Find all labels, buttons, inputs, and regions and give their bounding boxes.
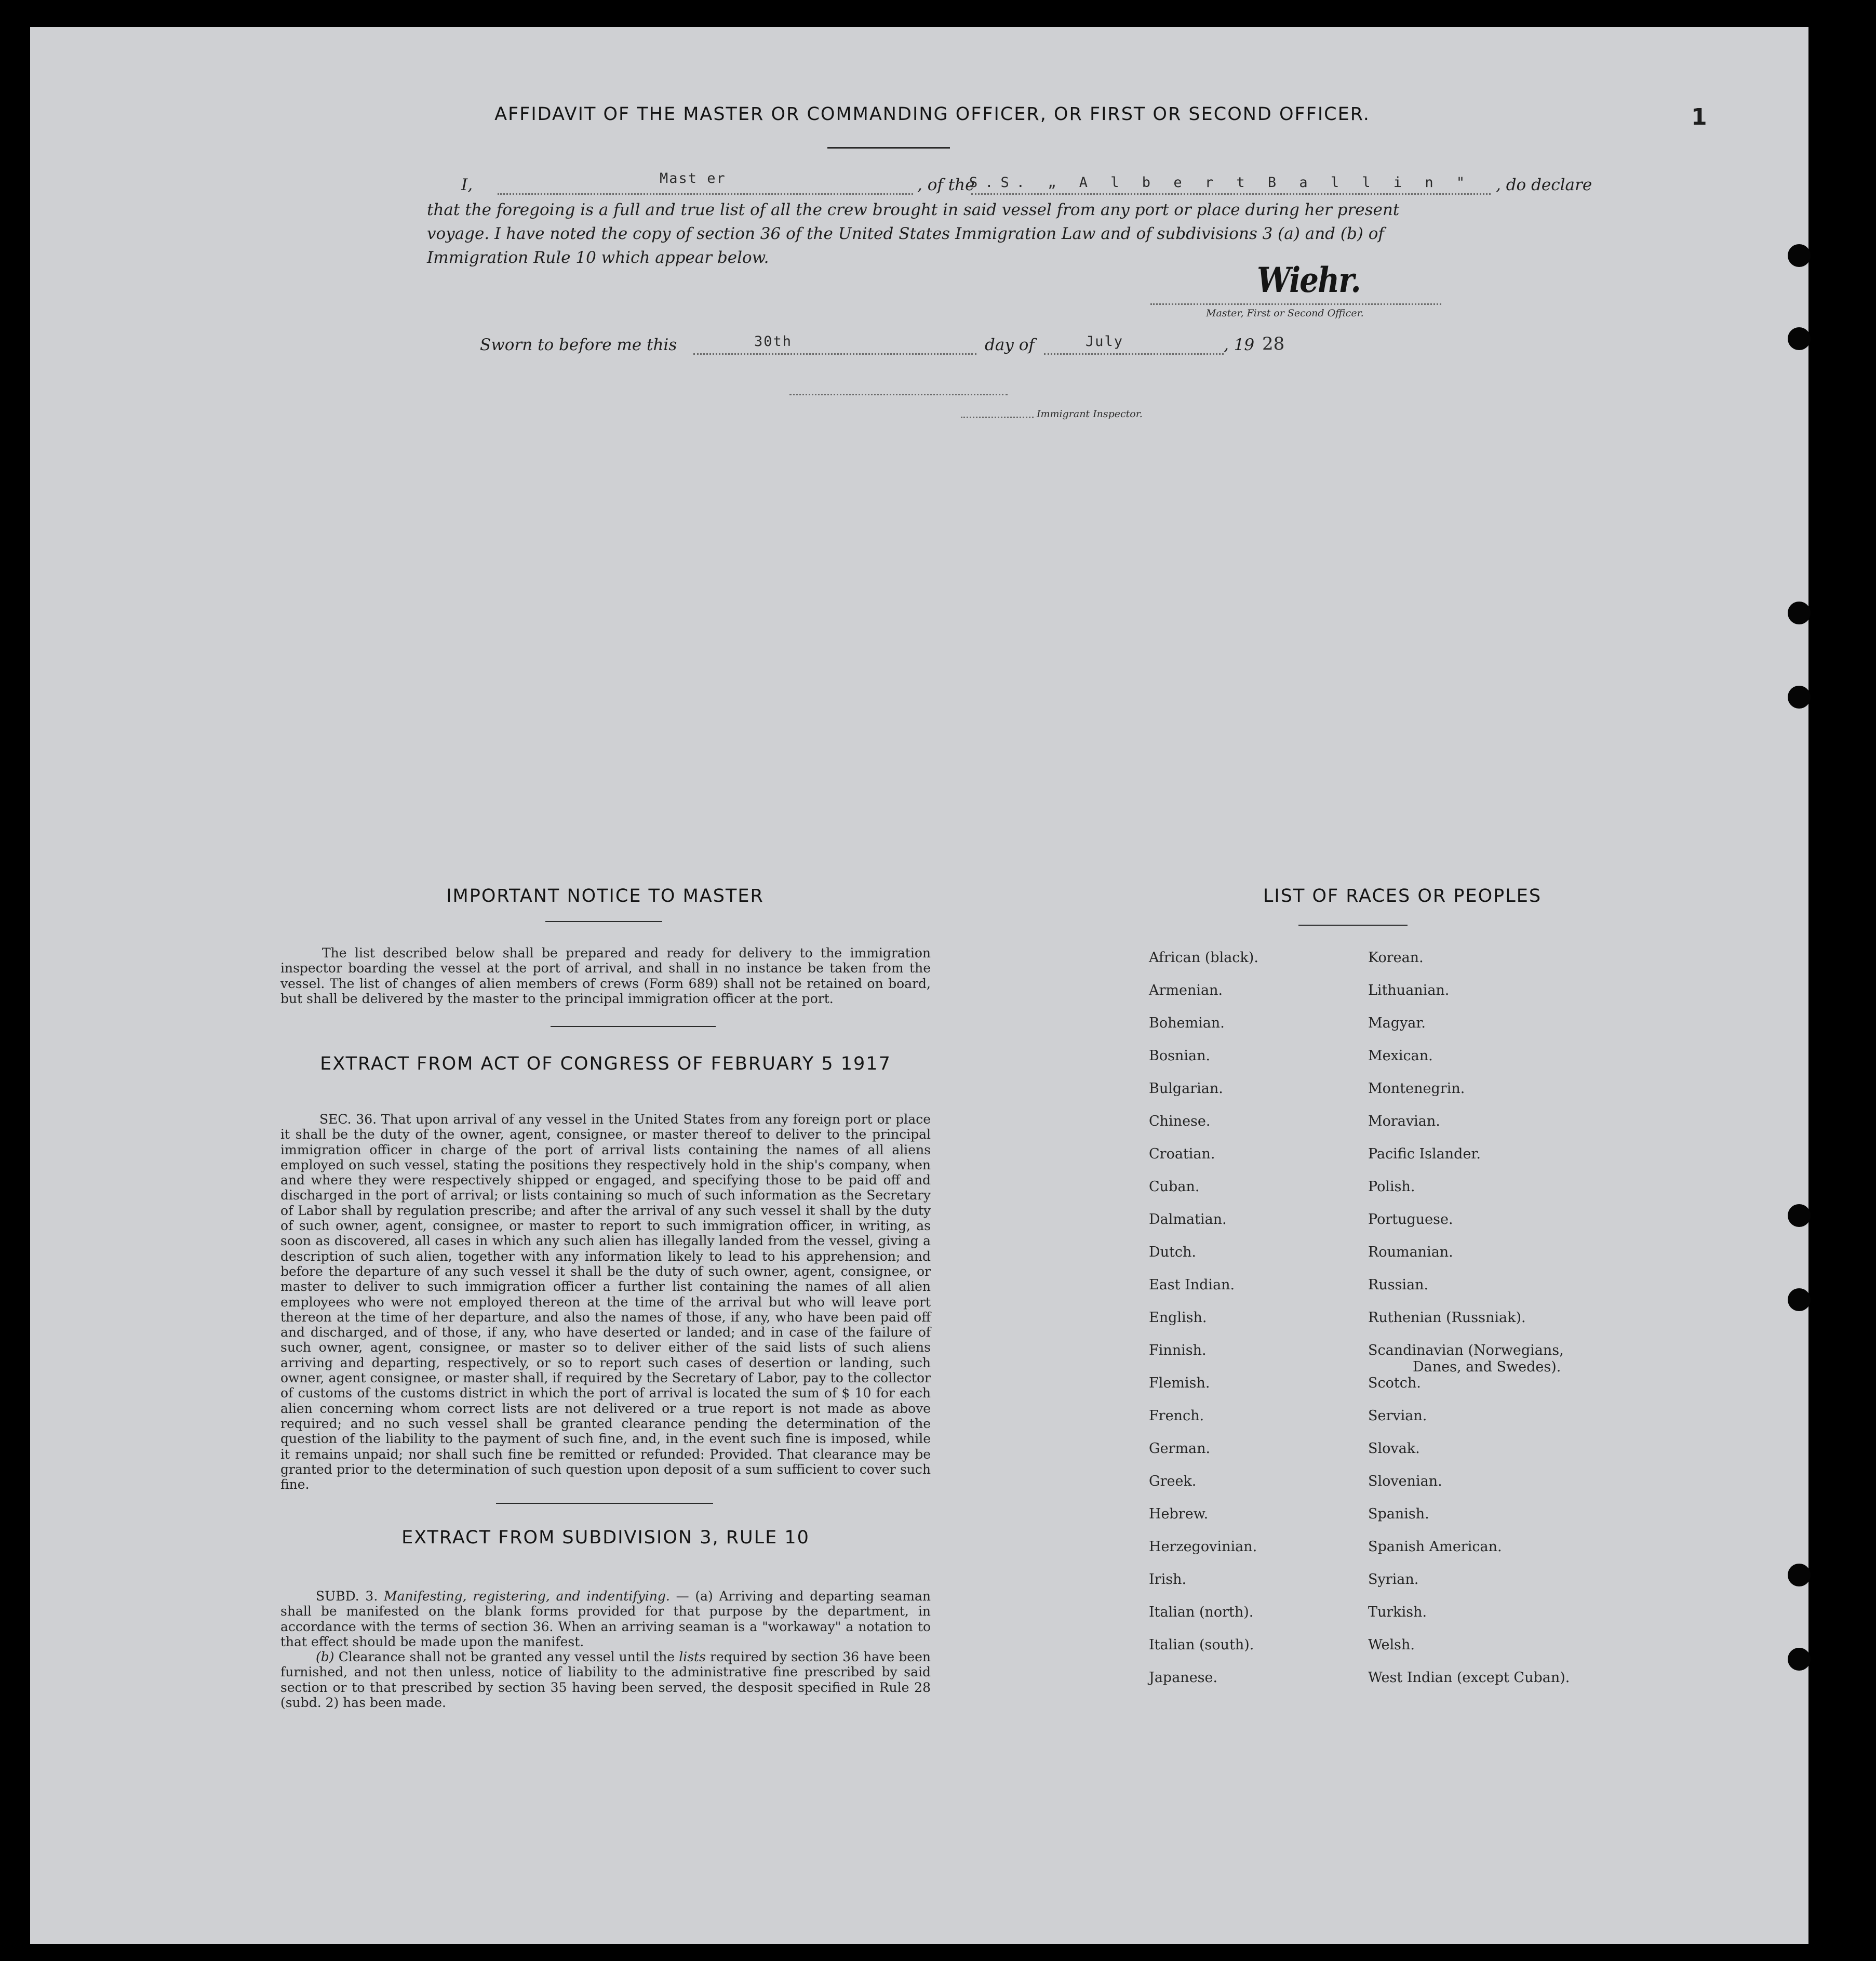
affidavit-title: AFFIDAVIT OF THE MASTER OR COMMANDING OFFICER, OR FIRST OR SECOND OFFICER. bbox=[494, 104, 1370, 125]
race-item: Turkish. bbox=[1368, 1604, 1427, 1620]
race-item: African (black). bbox=[1149, 950, 1258, 966]
race-item: French. bbox=[1149, 1408, 1204, 1424]
master-signature: Wiehr. bbox=[1257, 259, 1360, 301]
race-item: Lithuanian. bbox=[1368, 982, 1450, 998]
para-b-label: (b) bbox=[316, 1649, 334, 1664]
extract-rule-title: EXTRACT FROM SUBDIVISION 3, RULE 10 bbox=[401, 1527, 810, 1548]
race-item: Moravian. bbox=[1368, 1113, 1440, 1129]
race-item: Mexican. bbox=[1368, 1048, 1433, 1064]
sworn-day: 30th bbox=[754, 333, 793, 350]
affidavit-line4: Immigration Rule 10 which appear below. bbox=[427, 248, 769, 267]
section-divider-2 bbox=[496, 1503, 713, 1504]
section-divider bbox=[551, 1026, 716, 1027]
race-item: Syrian. bbox=[1368, 1571, 1419, 1588]
race-item: Spanish American. bbox=[1368, 1539, 1502, 1555]
sworn-day-line bbox=[693, 353, 976, 355]
race-item: Slovak. bbox=[1368, 1440, 1420, 1457]
race-item: Polish. bbox=[1368, 1179, 1415, 1195]
race-item: Ruthenian (Russniak). bbox=[1368, 1310, 1526, 1326]
notice-divider bbox=[545, 921, 662, 922]
sworn-month: July bbox=[1086, 333, 1124, 350]
rank-line bbox=[498, 193, 913, 195]
sec36-text: SEC. 36. That upon arrival of any vessel in the United States from any foreign port or place it shall be the duty of the owner, agent, consignee, or master thereof to deliver to the principal immigration officer in charge of the port of arrival lists containing the names of all aliens employed on such vessel, stating the positions they respectively hold in the ship's company, when and where they were respectively shipped or engaged, and specifying those to be paid off and discharged in the port of arrival; or lists containing so much of such information as the Secretary of Labor shall by regulation prescribe; and after the arrival of any such vessel it shall by the duty of such owner, agent, consignee, or master to report to such immigration officer, in writing, as soon as discovered, all cases in which any such alien has illegally landed from the vessel, giving a description of such alien, together with any information likely to lead to his apprehension; and before the departure of any such vessel it shall be the duty of such owner, agent, consignee, or master to deliver to such immigration officer a further list containing the names of all alien employees who were not employed thereon at the time of the arrival but who will leave port thereon at the time of her departure, and also the names of those, if any, who have been paid off and discharged, and of those, if any, who have deserted or landed; and in case of the failure of such owner, agent, consignee, or master so to deliver either of the said lists of such aliens arriving and departing, respectively, or so to report such cases of desertion or landing, such owner, agent consignee, or master shall, if required by the Secretary of Labor, pay to the collector of customs of the customs district in which the port of arrival is located the sum of $ 10 for each alien concerning whom correct lists are not delivered or a true report is not made as above required; and no such vessel shall be granted clearance pending the determination of the question of the liability to the payment of such fine, and, in the event such fine is imposed, while it remains unpaid; nor shall such fine be remitted or refunded: Provided. That clearance may be granted prior to the determination of such question upon deposit of a sum sufficient to cover such fine. bbox=[280, 1112, 931, 1492]
notice-text: The list described below shall be prepared and ready for delivery to the immigration inspector boarding the vessel at the port of arrival, and shall in no instance be taken from the vessel. The list of changes of alien members of crews (Form 689) shall not be retained on board, but shall be delivered by the master to the principal immigration officer at the port. bbox=[280, 945, 931, 1006]
race-item: Italian (south). bbox=[1149, 1637, 1254, 1653]
subd3-para-b bbox=[280, 1649, 931, 1710]
vessel-name: S.S. „ A l b e r t B a l l i n " bbox=[969, 175, 1472, 191]
affidavit-i: I, bbox=[461, 176, 473, 194]
race-item: Pacific Islander. bbox=[1368, 1146, 1481, 1162]
race-item: Bosnian. bbox=[1149, 1048, 1211, 1064]
title-divider bbox=[827, 147, 950, 149]
subd-heading: Manifesting, registering, and indentifying. bbox=[384, 1589, 670, 1604]
inspector-caption: Immigrant Inspector. bbox=[1037, 408, 1143, 420]
day-of-label: day of bbox=[985, 336, 1035, 354]
para-b-text-1: Clearance shall not be granted any vessel until the bbox=[338, 1649, 675, 1664]
notice-title: IMPORTANT NOTICE TO MASTER bbox=[446, 886, 764, 906]
race-item: German. bbox=[1149, 1440, 1211, 1457]
race-item: Italian (north). bbox=[1149, 1604, 1254, 1620]
binder-hole bbox=[1788, 327, 1811, 350]
race-item: Hebrew. bbox=[1149, 1506, 1209, 1522]
race-item: Japanese. bbox=[1149, 1670, 1218, 1686]
race-item: Portuguese. bbox=[1368, 1211, 1453, 1228]
race-item: Dalmatian. bbox=[1149, 1211, 1227, 1228]
binder-hole bbox=[1788, 1204, 1811, 1227]
races-title: LIST OF RACES OR PEOPLES bbox=[1263, 886, 1542, 906]
race-item: East Indian. bbox=[1149, 1277, 1235, 1293]
sworn-month-line bbox=[1044, 353, 1224, 355]
binder-hole bbox=[1788, 602, 1811, 624]
race-item: Bulgarian. bbox=[1149, 1080, 1223, 1097]
race-item: Russian. bbox=[1368, 1277, 1429, 1293]
race-item: Scotch. bbox=[1368, 1375, 1421, 1391]
binder-hole bbox=[1788, 1288, 1811, 1311]
race-item: Bohemian. bbox=[1149, 1015, 1225, 1031]
sworn-label: Sworn to before me this bbox=[480, 336, 677, 354]
vessel-line bbox=[971, 193, 1491, 195]
race-item: Roumanian. bbox=[1368, 1244, 1453, 1260]
race-item: Magyar. bbox=[1368, 1015, 1426, 1031]
race-item: Scandinavian (Norwegians, bbox=[1368, 1342, 1564, 1358]
page-number: 1 bbox=[1691, 104, 1707, 130]
year-suffix: 28 bbox=[1262, 333, 1285, 354]
binder-hole bbox=[1788, 244, 1811, 267]
race-item: Armenian. bbox=[1149, 982, 1223, 998]
signature-line bbox=[1150, 303, 1441, 305]
race-item: Spanish. bbox=[1368, 1506, 1429, 1522]
race-item: Finnish. bbox=[1149, 1342, 1207, 1358]
race-item: Irish. bbox=[1149, 1571, 1187, 1588]
race-item: Servian. bbox=[1368, 1408, 1427, 1424]
inspector-line-1 bbox=[789, 394, 1008, 395]
race-item: Herzegovinian. bbox=[1149, 1539, 1257, 1555]
race-item: Chinese. bbox=[1149, 1113, 1211, 1129]
race-item: Dutch. bbox=[1149, 1244, 1196, 1260]
affidavit-of-the: , of the bbox=[917, 176, 975, 194]
race-item: Flemish. bbox=[1149, 1375, 1210, 1391]
subd-para-a-text: — (a) Arriving and departing seaman shall be manifested on the blank forms provided for that purpose by the department, in accordance with the terms of section 36. When an arriving seaman is a "workaway" a notation to that effect should be made upon the manifest. bbox=[280, 1589, 931, 1649]
race-item: West Indian (except Cuban). bbox=[1368, 1670, 1570, 1686]
races-divider bbox=[1298, 925, 1408, 926]
rank-value: Mast er bbox=[660, 170, 726, 186]
race-item: English. bbox=[1149, 1310, 1207, 1326]
subd-label: SUBD. 3. bbox=[316, 1589, 378, 1604]
binder-hole bbox=[1788, 1564, 1811, 1586]
race-item: Greek. bbox=[1149, 1473, 1197, 1489]
affidavit-declare: , do declare bbox=[1496, 176, 1592, 194]
year-prefix: , 19 bbox=[1224, 336, 1255, 354]
race-item: Croatian. bbox=[1149, 1146, 1215, 1162]
race-item-continuation: Danes, and Swedes). bbox=[1413, 1359, 1561, 1375]
race-item: Korean. bbox=[1368, 950, 1424, 966]
race-item: Montenegrin. bbox=[1368, 1080, 1465, 1097]
signature-caption: Master, First or Second Officer. bbox=[1206, 308, 1364, 319]
affidavit-line3: voyage. I have noted the copy of section 36 of the United States Immigration Law and of subdivisions 3 (a) and (b) of bbox=[427, 224, 1384, 243]
subd3-para-a bbox=[280, 1589, 931, 1649]
para-b-lists: lists bbox=[679, 1649, 706, 1664]
inspector-line-2 bbox=[961, 417, 1034, 418]
para-b-text-2: required by section 36 have been furnished, and not then unless, notice of liability to the administrative fine prescribed by said section or to that prescribed by section 35 having been served, the desposit specified in Rule 28 (subd. 2) has been made. bbox=[280, 1649, 931, 1710]
extract-act-title: EXTRACT FROM ACT OF CONGRESS OF FEBRUARY 5 1917 bbox=[320, 1053, 891, 1074]
race-item: Cuban. bbox=[1149, 1179, 1200, 1195]
race-item: Slovenian. bbox=[1368, 1473, 1442, 1489]
race-item: Welsh. bbox=[1368, 1637, 1415, 1653]
binder-hole bbox=[1788, 1648, 1811, 1671]
binder-hole bbox=[1788, 686, 1811, 709]
affidavit-line2: that the foregoing is a full and true list of all the crew brought in said vessel from any port or place during her present bbox=[427, 201, 1400, 219]
